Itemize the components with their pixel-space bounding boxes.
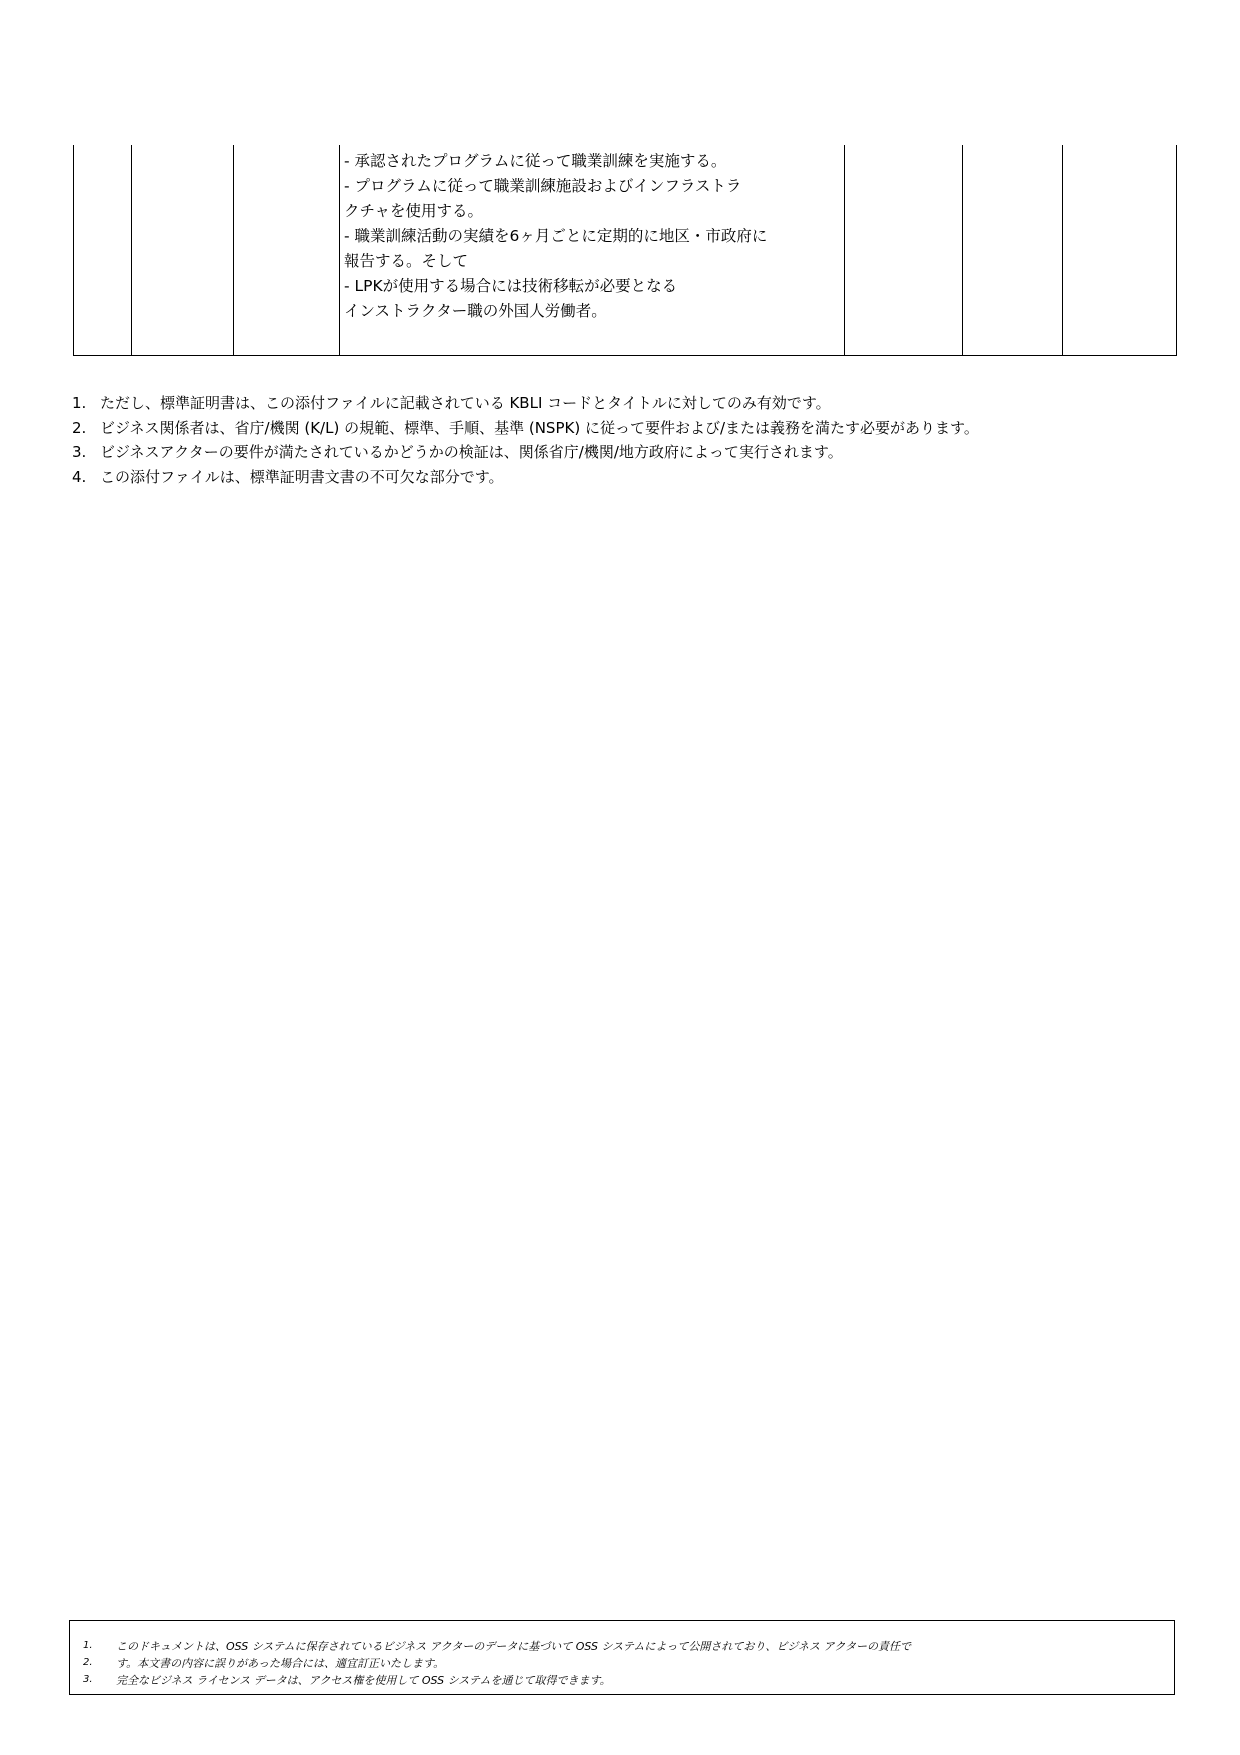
note-text: この添付ファイルは、標準証明書文書の不可欠な部分です。	[100, 467, 504, 486]
table-cell-empty	[963, 145, 1063, 355]
footer-number: 2.	[83, 1657, 93, 1668]
note-number: 4.	[72, 467, 87, 486]
footer-text: このドキュメントは、OSS システムに保存されているビジネス アクターのデータに基づいて OSS システムによって公開されており、ビジネス アクターの責任で	[116, 1640, 911, 1653]
requirement-line: - 承認されたプログラムに従って職業訓練を実施する。	[344, 152, 727, 170]
note-text: ビジネス関係者は、省庁/機関 (K/L) の規範、標準、手順、基準 (NSPK) に従って要件および/または義務を満たす必要があります。	[100, 418, 979, 437]
requirement-line: - プログラムに従って職業訓練施設およびインフラストラ	[344, 177, 742, 195]
note-item	[72, 416, 979, 441]
note-text: ビジネスアクターの要件が満たされているかどうかの検証は、関係省庁/機関/地方政府によって実行されます。	[100, 443, 843, 461]
footer-line	[83, 1638, 911, 1654]
footer-disclaimer-box	[69, 1620, 1175, 1695]
requirement-line: クチャを使用する。	[344, 202, 484, 220]
footer-line	[83, 1672, 611, 1688]
note-number: 2.	[72, 418, 87, 437]
note-item	[72, 391, 979, 416]
footer-text: す。本文書の内容に誤りがあった場合には、適宜訂正いたします。	[116, 1657, 445, 1670]
note-item	[72, 465, 979, 490]
table-cell-empty	[74, 145, 132, 355]
requirements-text	[340, 145, 844, 324]
note-number: 1.	[72, 394, 87, 412]
note-item	[72, 440, 979, 465]
requirement-line: 報告する。そして	[344, 252, 469, 270]
requirement-line: - 職業訓練活動の実績を6ヶ月ごとに定期的に地区・市政府に	[344, 227, 768, 245]
footer-number: 3.	[83, 1674, 93, 1685]
note-number: 3.	[72, 443, 87, 461]
table-cell-empty	[234, 145, 340, 355]
table-cell-empty	[132, 145, 234, 355]
footer-line	[83, 1655, 444, 1671]
table-row	[74, 145, 1177, 355]
table-cell-empty	[1063, 145, 1177, 355]
note-text: ただし、標準証明書は、この添付ファイルに記載されている KBLI コードとタイトルに対してのみ有効です。	[100, 394, 831, 412]
notes-list	[72, 391, 979, 489]
requirements-cell	[340, 145, 845, 355]
table-cell-empty	[845, 145, 963, 355]
footer-text: 完全なビジネス ライセンス データは、アクセス権を使用して OSS システムを通じて取得できます。	[116, 1674, 611, 1687]
requirement-line: インストラクター職の外国人労働者。	[344, 302, 607, 320]
footer-number: 1.	[83, 1640, 93, 1651]
requirements-table	[73, 145, 1177, 356]
requirement-line: - LPKが使用する場合には技術移転が必要となる	[344, 277, 678, 295]
